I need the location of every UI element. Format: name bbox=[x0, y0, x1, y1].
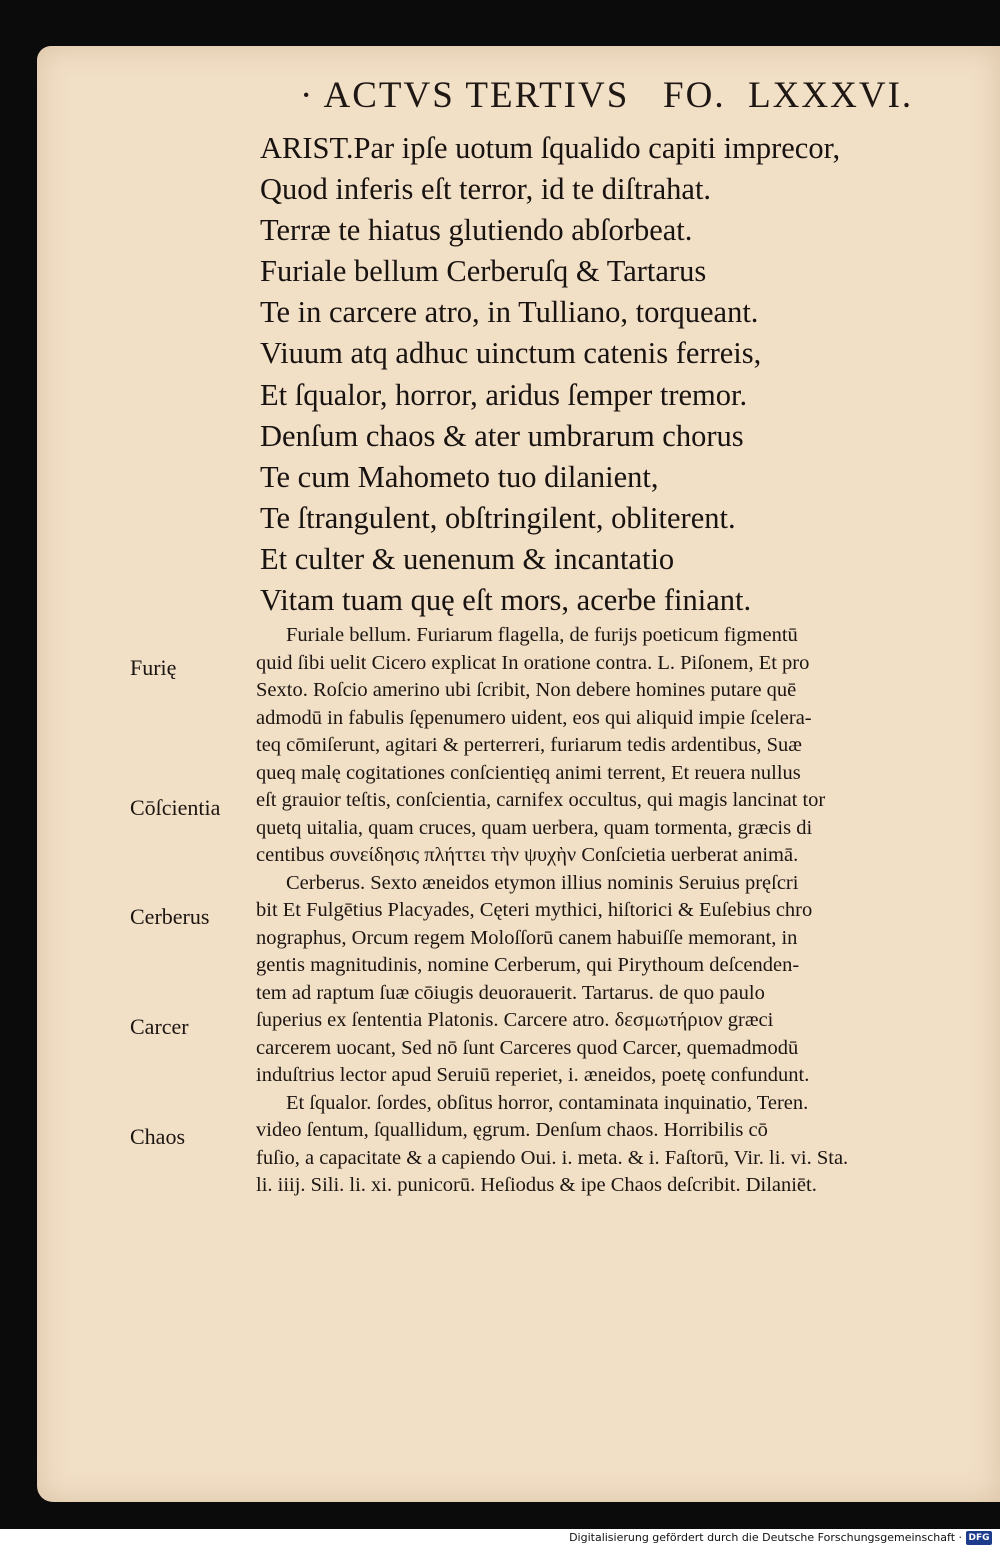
verse-line: ARIST.Par ipſe uotum ſqualido capiti imprecor, bbox=[260, 131, 841, 165]
commentary-line: admodū in fabulis ſępenumero uident, eos qui aliquid impie ſcelera- bbox=[256, 706, 812, 729]
commentary-line: Sexto. Roſcio amerino ubi ſcribit, Non debere homines putare quē bbox=[256, 679, 797, 701]
verse-line: Te cum Mahometo tuo dilanient, bbox=[260, 459, 659, 494]
commentary-line: quid ſibi uelit Cicero explicat In oratione contra. L. Piſonem, Et pro bbox=[256, 651, 810, 674]
commentary-line: bit Et Fulgētius Placyades, Cęteri mythici, hiſtorici & Euſebius chro bbox=[256, 899, 813, 921]
commentary-line: queq malę cogitationes conſcientięq animi terrent, Et reuera nullus bbox=[256, 761, 801, 784]
commentary-line: centibus συνείδησις πλήττει τὴν ψυχὴν Conſcietia uerberat animā. bbox=[256, 844, 799, 866]
commentary-line: Et ſqualor. ſordes, obſitus horror, contaminata inquinatio, Teren. bbox=[286, 1091, 809, 1114]
dfg-logo-icon: DFG bbox=[966, 1531, 992, 1545]
commentary-block bbox=[256, 622, 976, 1200]
commentary-line: fuſio, a capacitate & a capiendo Oui. i. meta. & i. Faſtorū, Vir. li. vi. Sta. bbox=[256, 1146, 849, 1169]
verse-line: Et culter & uenenum & incantatio bbox=[260, 541, 675, 576]
verse-line: Terræ te hiatus glutiendo abſorbeat. bbox=[260, 213, 693, 248]
marginal-note-carcer: Carcer bbox=[130, 1014, 189, 1039]
verse-line: Te in carcere atro, in Tulliano, torqueant. bbox=[260, 295, 759, 330]
verse-line: Viuum atq adhuc uinctum catenis ferreis, bbox=[260, 336, 762, 371]
commentary-line: ſuperius ex ſententia Platonis. Carcere atro. δεσμωτήριον græci bbox=[256, 1009, 774, 1031]
commentary-line: quetq uitalia, quam cruces, quam uerbera, quam tormenta, græcis di bbox=[256, 816, 813, 839]
marginal-note-furiae: Furię bbox=[130, 655, 177, 680]
verse-line: Denſum chaos & ater umbrarum chorus bbox=[260, 418, 744, 453]
verse-block bbox=[260, 128, 980, 621]
commentary-line: induſtrius lector apud Seruiū reperiet, i. æneidos, poetę confundunt. bbox=[256, 1064, 810, 1086]
verse-line: Quod inferis eſt terror, id te diſtrahat. bbox=[260, 172, 712, 207]
commentary-line: li. iiij. Sili. li. xi. punicorū. Heſiodus & ipe Chaos deſcribit. Dilaniēt. bbox=[256, 1174, 817, 1196]
commentary-line: gentis magnitudinis, nomine Cerberum, qui Pirythoum deſcenden- bbox=[256, 954, 800, 976]
verse-line: Et ſqualor, horror, aridus ſemper tremor. bbox=[260, 377, 748, 412]
commentary-line: video ſentum, ſquallidum, ęgrum. Denſum chaos. Horribilis cō bbox=[256, 1119, 768, 1141]
commentary-line: tem ad raptum ſuæ cōiugis deuorauerit. Tartarus. de quo paulo bbox=[256, 981, 765, 1004]
commentary-line: nographus, Orcum regem Moloſſorū canem habuiſſe memorant, in bbox=[256, 926, 798, 949]
verse-line: Furiale bellum Cerberuſq & Tartarus bbox=[260, 254, 707, 289]
commentary-line: carcerem uocant, Sed nō ſunt Carceres quod Carcer, quemadmodū bbox=[256, 1036, 799, 1059]
commentary-line: eſt grauior teſtis, conſcientia, carnifex occultus, qui magis lancinat tor bbox=[256, 789, 826, 811]
verse-line: Te ſtrangulent, obſtringilent, obliterent. bbox=[260, 500, 736, 535]
marginal-note-conscientia: Cōſcientia bbox=[130, 795, 221, 820]
commentary-line: Cerberus. Sexto æneidos etymon illius nominis Seruius pręſcri bbox=[286, 871, 799, 894]
marginal-note-chaos: Chaos bbox=[130, 1124, 185, 1149]
commentary-line: teq cōmiſerunt, agitari & perterreri, furiarum tedis ardentibus, Suæ bbox=[256, 734, 802, 756]
marginal-note-cerberus: Cerberus bbox=[130, 904, 210, 929]
footer-credit: Digitalisierung gefördert durch die Deutsche Forschungsgemeinschaft · bbox=[569, 1531, 962, 1544]
verse-line: Vitam tuam quę eſt mors, acerbe finiant. bbox=[260, 583, 752, 618]
commentary-line: Furiale bellum. Furiarum flagella, de furijs poeticum figmentū bbox=[286, 624, 798, 646]
running-head: · ACTVS TERTIVS FO. LXXXVI. bbox=[300, 75, 914, 116]
